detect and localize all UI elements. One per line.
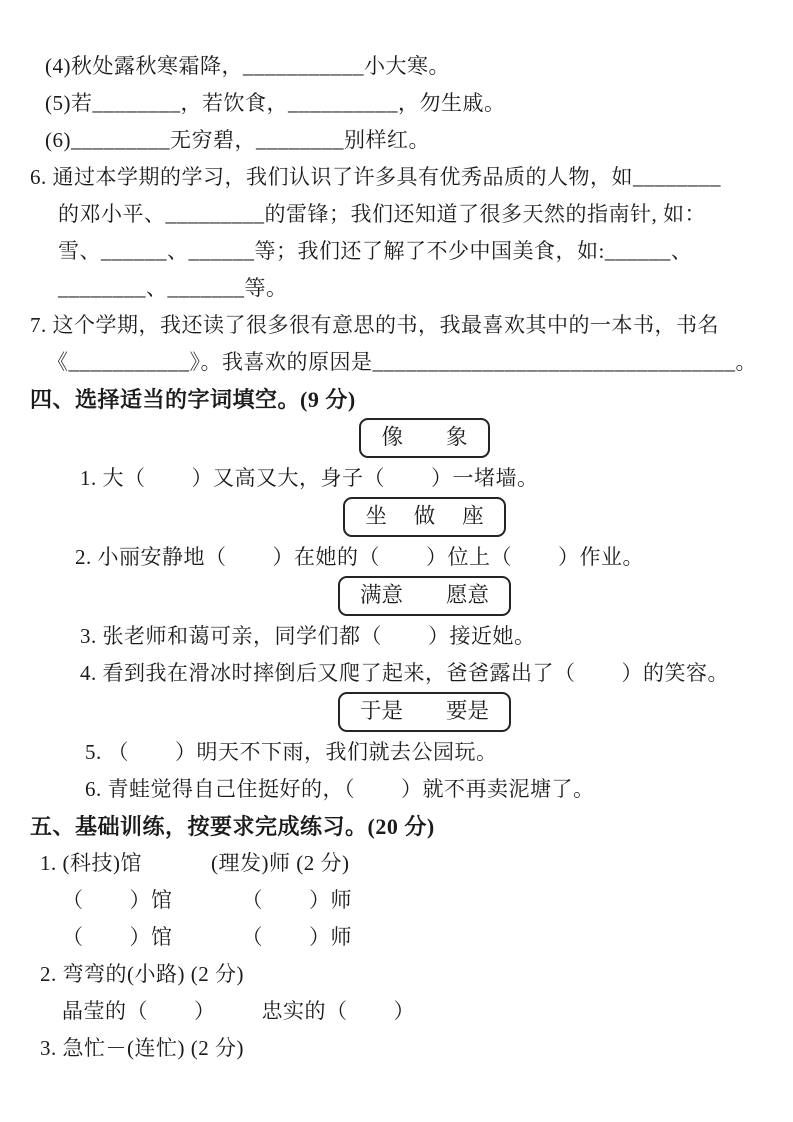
section-5-q2-blank-row: 晶莹的（ ） 忠实的（ ） <box>62 999 415 1023</box>
fill-blank-item-5: (5)若________，若饮食，__________，勿生戚。 <box>45 91 506 115</box>
word-bank-row-1 <box>0 418 793 460</box>
word-bank-box-manyi-yuanyi: 满意 愿意 <box>338 576 511 616</box>
section-4-question-1: 1. 大（ ）又高又大，身子（ ）一堵墙。 <box>80 466 539 490</box>
word-bank-box-yushi-yaoshi: 于是 要是 <box>338 692 511 732</box>
word-bank-row-4 <box>0 692 793 734</box>
section-5-q2-example: 2. 弯弯的(小路) (2 分) <box>40 962 244 986</box>
question-7-line-1: 7. 这个学期，我还读了很多很有意思的书，我最喜欢其中的一本书，书名 <box>30 313 719 337</box>
section-4-question-6: 6. 青蛙觉得自己住挺好的，（ ）就不再卖泥塘了。 <box>85 777 595 801</box>
word-bank-box-zuo: 坐 做 座 <box>343 497 505 537</box>
section-4-question-2: 2. 小丽安静地（ ）在她的（ ）位上（ ）作业。 <box>75 545 644 569</box>
section-4-question-4: 4. 看到我在滑冰时摔倒后又爬了起来，爸爸露出了（ ）的笑容。 <box>80 661 729 685</box>
section-5-title: 五、基础训练，按要求完成练习。(20 分) <box>30 814 435 839</box>
question-6-line-4: ________、_______等。 <box>58 276 288 300</box>
section-5-q3-example: 3. 急忙－(连忙) (2 分) <box>40 1036 244 1060</box>
fill-blank-item-6: (6)_________无穷碧，________别样红。 <box>45 128 430 152</box>
fill-blank-item-4: (4)秋处露秋寒霜降，___________小大寒。 <box>45 54 450 78</box>
section-5-q1-blank-row-1: （ ）馆 （ ）师 <box>62 888 352 912</box>
section-5-q1-example: 1. (科技)馆 (理发)师 (2 分) <box>40 851 350 875</box>
word-bank-row-2 <box>0 497 793 539</box>
section-4-title: 四、选择适当的字词填空。(9 分) <box>30 387 356 412</box>
section-5-q1-blank-row-2: （ ）馆 （ ）师 <box>62 925 352 949</box>
word-bank-row-3 <box>0 576 793 618</box>
section-4-question-3: 3. 张老师和蔼可亲，同学们都（ ）接近她。 <box>80 624 536 648</box>
question-6-line-3: 雪、______、______等；我们还了解了不少中国美食，如:______、 <box>58 239 693 263</box>
question-7-line-2: 《___________》。我喜欢的原因是_________________________________。 <box>47 350 757 374</box>
question-6-line-1: 6. 通过本学期的学习，我们认识了许多具有优秀品质的人物，如________ <box>30 165 721 189</box>
section-4-question-5: 5. （ ）明天不下雨，我们就去公园玩。 <box>85 740 498 764</box>
word-bank-box-xiang: 像 象 <box>359 418 489 458</box>
question-6-line-2: 的邓小平、_________的雷锋；我们还知道了很多天然的指南针, 如： <box>58 202 706 226</box>
